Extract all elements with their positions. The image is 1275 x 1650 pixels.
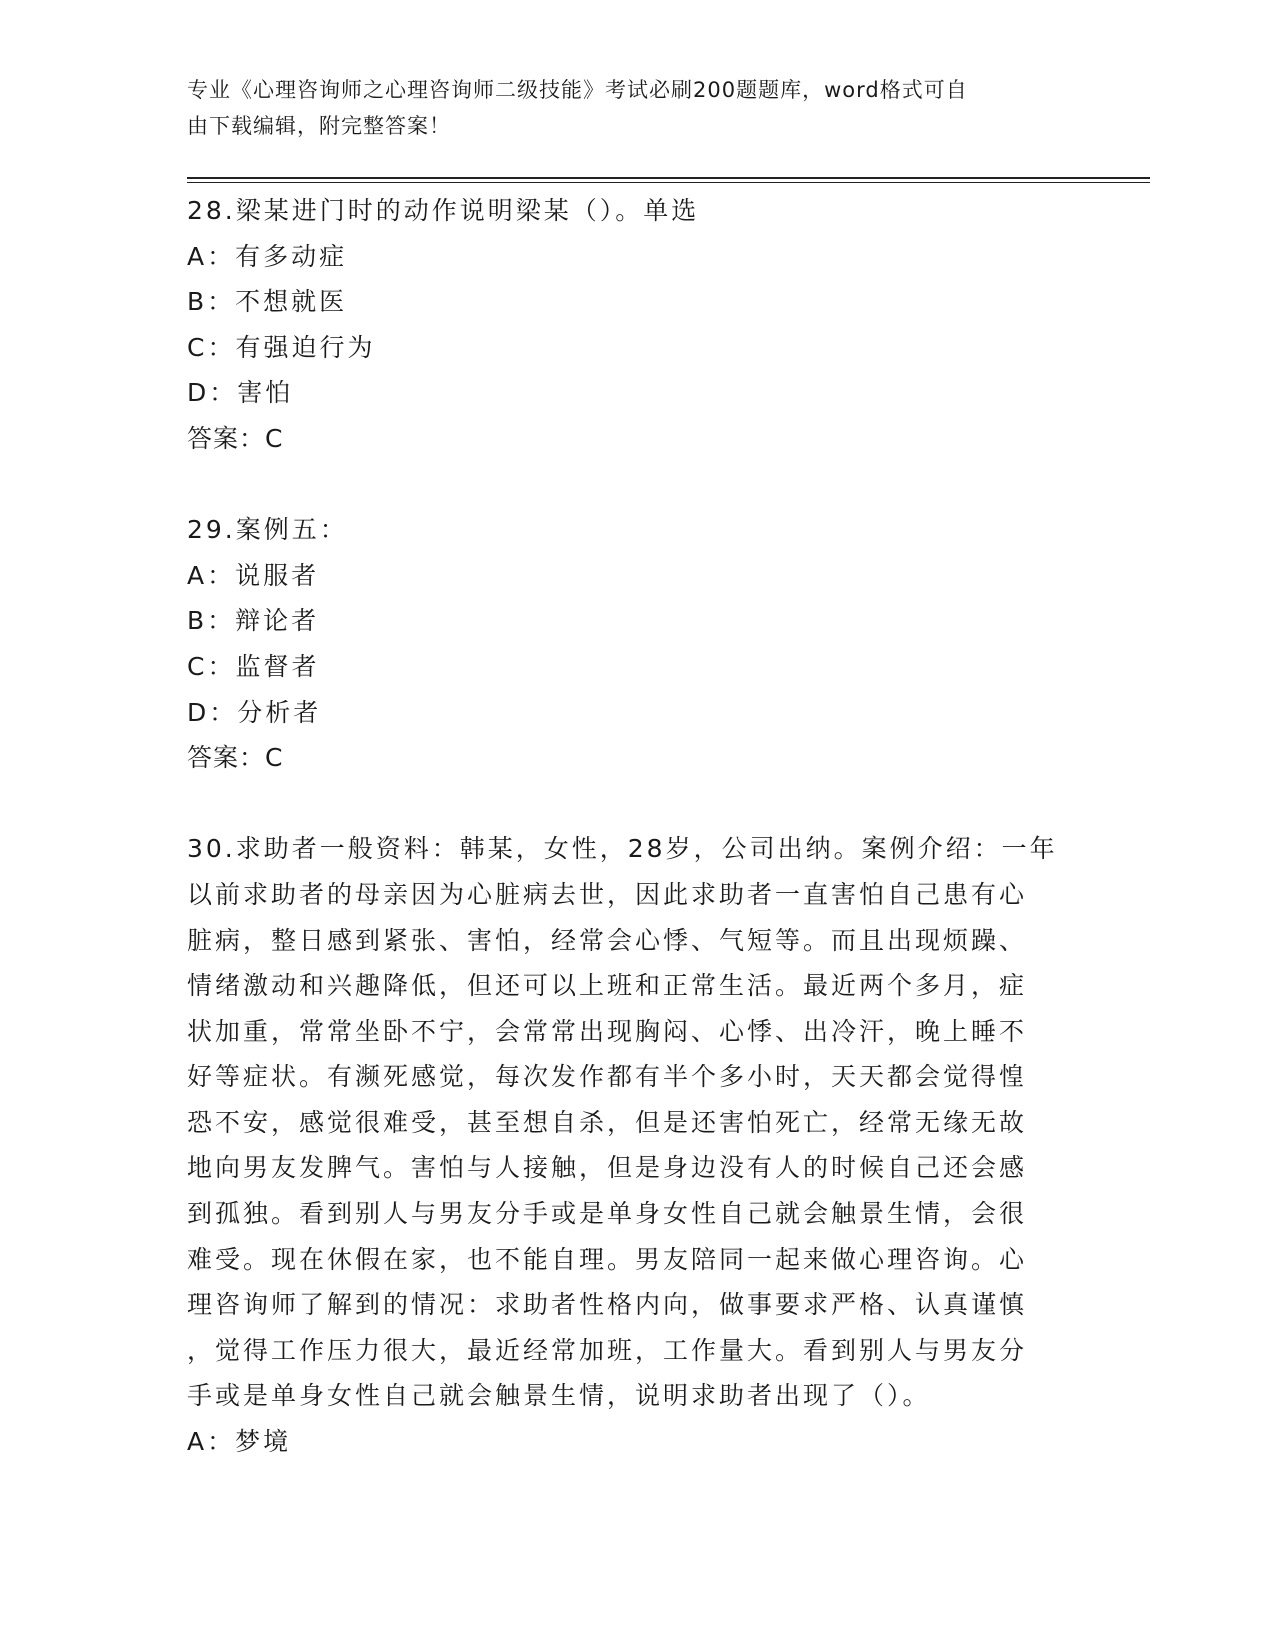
answer: 答案：C (187, 423, 284, 453)
question-stem-line: 好等症状。有濒死感觉，每次发作都有半个多小时，天天都会觉得惶 (187, 1062, 1028, 1092)
document-header (187, 72, 1067, 144)
option-c: C：有强迫行为 (187, 332, 376, 362)
question-stem-line: 难受。现在休假在家，也不能自理。男友陪同一起来做心理咨询。心 (187, 1244, 1028, 1274)
question-29 (187, 507, 1087, 781)
option-d: D：分析者 (187, 697, 322, 727)
question-stem-line: ，觉得工作压力很大，最近经常加班，工作量大。看到别人与男友分 (187, 1335, 1028, 1365)
option-c: C：监督者 (187, 651, 320, 681)
question-stem-line: 恐不安，感觉很难受，甚至想自杀，但是还害怕死亡，经常无缘无故 (187, 1107, 1028, 1137)
header-divider-thick (187, 177, 1150, 179)
option-d: D：害怕 (187, 378, 294, 408)
option-a: A：说服者 (187, 560, 320, 590)
question-28 (187, 188, 1087, 462)
question-stem-line: 理咨询师了解到的情况：求助者性格内向，做事要求严格、认真谨慎 (187, 1290, 1028, 1320)
question-stem-line: 30.求助者一般资料：韩某，女性，28岁，公司出纳。案例介绍：一年 (187, 834, 1058, 864)
question-stem-line: 地向男友发脾气。害怕与人接触，但是身边没有人的时候自己还会感 (187, 1153, 1028, 1183)
question-stem-line: 手或是单身女性自己就会触景生情，说明求助者出现了（）。 (187, 1381, 931, 1411)
option-a: A：有多动症 (187, 241, 348, 271)
header-line-2: 由下载编辑，附完整答案！ (187, 114, 451, 138)
option-b: B：不想就医 (187, 287, 348, 317)
header-divider-thin (187, 182, 1150, 183)
question-stem: 28.梁某进门时的动作说明梁某（）。单选 (187, 196, 700, 225)
option-a: A：梦境 (187, 1427, 292, 1457)
question-stem-line: 状加重，常常坐卧不宁，会常常出现胸闷、心悸、出冷汗，晚上睡不 (187, 1016, 1028, 1046)
question-stem: 29.案例五： (187, 515, 348, 545)
question-stem-line: 情绪激动和兴趣降低，但还可以上班和正常生活。最近两个多月，症 (187, 971, 1028, 1001)
header-line-1: 专业《心理咨询师之心理咨询师二级技能》考试必刷200题题库，word格式可自 (187, 78, 968, 102)
option-b: B：辩论者 (187, 606, 320, 636)
question-stem-line: 以前求助者的母亲因为心脏病去世，因此求助者一直害怕自己患有心 (187, 879, 1028, 909)
question-30 (187, 826, 1087, 1464)
answer: 答案：C (187, 743, 284, 773)
question-list (187, 188, 1087, 1465)
spacer (187, 781, 1087, 827)
spacer (187, 462, 1087, 508)
question-stem-line: 脏病，整日感到紧张、害怕，经常会心悸、气短等。而且出现烦躁、 (187, 925, 1028, 955)
question-stem-line: 到孤独。看到别人与男友分手或是单身女性自己就会触景生情，会很 (187, 1199, 1028, 1229)
